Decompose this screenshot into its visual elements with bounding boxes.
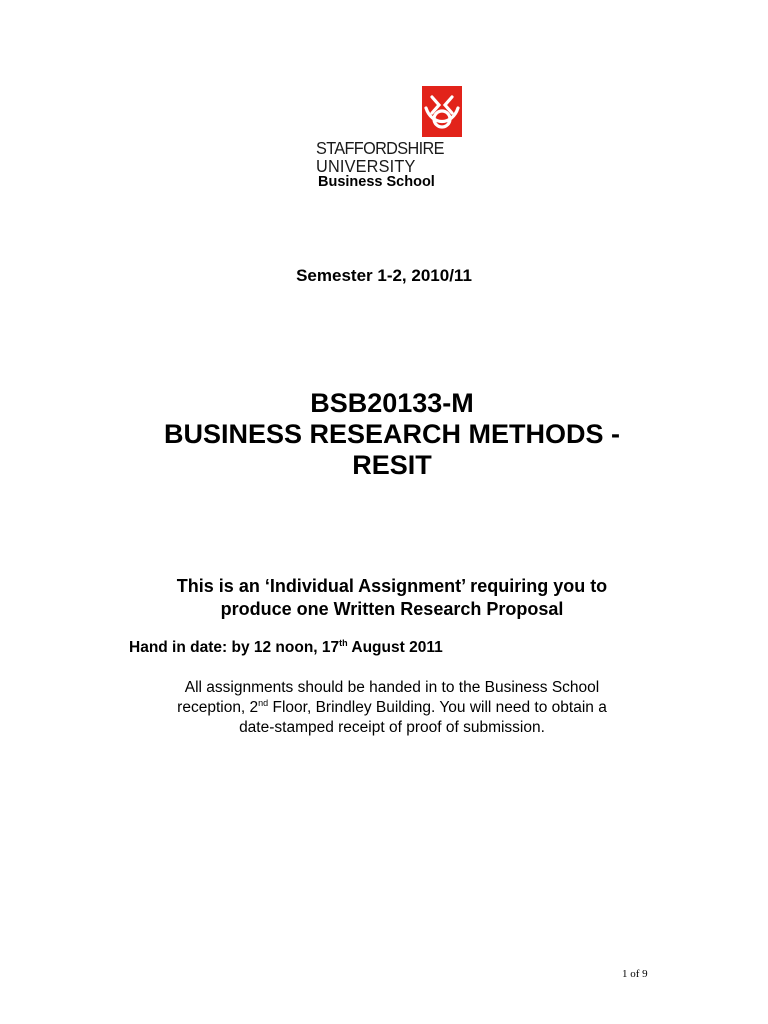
university-logo [316,86,466,192]
page-number: 1 of 9 [622,968,648,980]
module-title [0,388,768,481]
instructions-line2-end: Floor, Brindley Building. You will need to obtain a [268,699,607,716]
module-title-line1: BUSINESS RESEARCH METHODS - [163,419,621,449]
hand-in-date-ordinal: th [339,638,348,648]
hand-in-date-text: Hand in date: by 12 noon, 17 [129,639,340,656]
submission-instructions [0,678,768,738]
module-code: BSB20133-M [310,388,474,418]
instructions-line1: All assignments should be handed in to the Business School [184,679,600,696]
staffordshire-knot-icon [422,86,462,137]
instructions-line2-start: reception, 2 [177,699,259,716]
assignment-line1: This is an ‘Individual Assignment’ requiring you to [176,576,608,596]
hand-in-date [129,639,443,657]
module-title-line2: RESIT [352,450,432,480]
hand-in-date-month: August 2011 [347,639,443,656]
semester-heading: Semester 1-2, 2010/11 [296,266,472,285]
assignment-line2: produce one Written Research Proposal [220,599,564,619]
logo-text-staffordshire: STAFFORDSHIRE [316,138,444,158]
floor-ordinal: nd [258,698,269,708]
logo-text-business-school: Business School [318,174,435,190]
logo-text-university: UNIVERSITY [316,156,416,176]
assignment-description [0,575,768,621]
instructions-line2 [0,698,768,718]
instructions-line3: date-stamped receipt of proof of submission. [239,719,545,736]
